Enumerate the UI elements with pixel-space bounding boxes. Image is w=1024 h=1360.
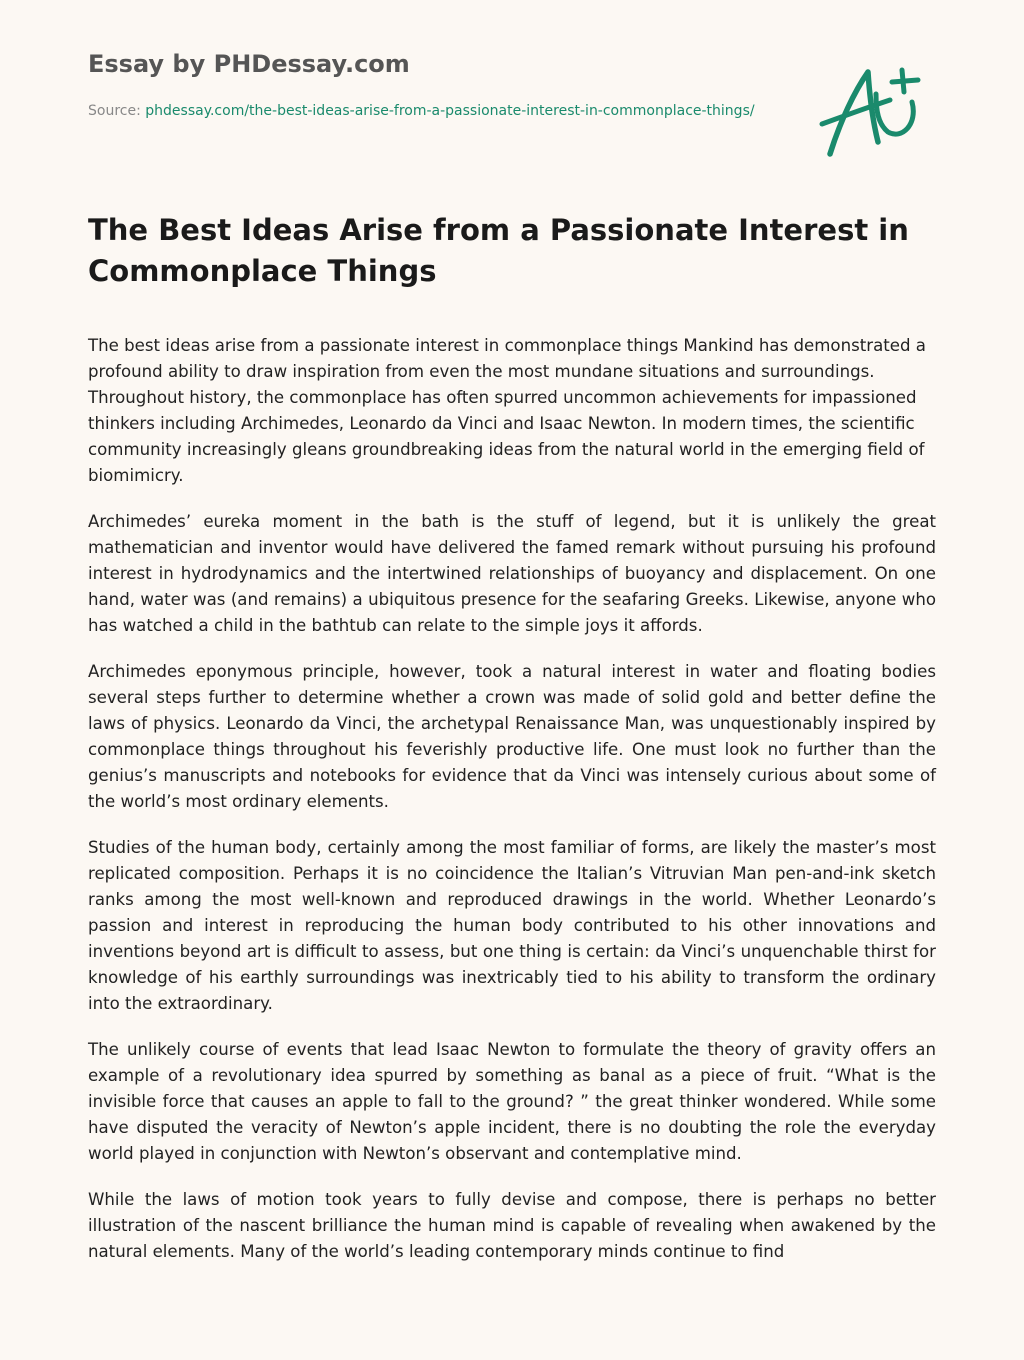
essay-paragraph: While the laws of motion took years to fully devise and compose, there is perhaps no better illustration of the nascent brilliance the human mind is capable of revealing when awakened by the natural elements. Many of the world’s leading contemporary minds continue to find (88, 1190, 936, 1261)
essay-paragraph: The best ideas arise from a passionate interest in commonplace things Mankind has demonstrated a profound ability to draw inspiration from even the most mundane situations and surroundings. Throughout history, the commonplace has often spurred uncommon achievements for impassioned thinkers including Archimedes, Leonardo da Vinci and Isaac Newton. In modern times, the scientific community increasingly gleans groundbreaking ideas from the natural world in the emerging field of biomimicry. (88, 336, 926, 485)
site-brand: Essay by PHDessay.com (88, 50, 410, 78)
essay-paragraph: Archimedes eponymous principle, however, took a natural interest in water and floating bodies several steps further to determine whether a crown was made of solid gold and better define the laws of physics. Leonardo da Vinci, the archetypal Renaissance Man, was unquestionably inspired by commonplace things throughout his feverishly productive life. One must look no further than the genius’s manuscripts and notebooks for evidence that da Vinci was intensely curious about some of the world’s most ordinary elements. (88, 662, 936, 811)
source-line (88, 101, 778, 122)
source-link[interactable]: phdessay.com/the-best-ideas-arise-from-a-passionate-interest-in-commonplace-things/ (145, 103, 755, 119)
essay-title: The Best Ideas Arise from a Passionate Interest in Commonplace Things (88, 213, 909, 288)
essay-paragraph: The unlikely course of events that lead Isaac Newton to formulate the theory of gravity offers an example of a revolutionary idea spurred by something as banal as a piece of fruit. “What is the invisible force that causes an apple to fall to the ground? ” the great thinker wondered. While some have disputed the veracity of Newton’s apple incident, there is no doubting the role the everyday world played in conjunction with Newton’s observant and contemplative mind. (88, 1040, 936, 1163)
essay-body (88, 333, 936, 1285)
a-plus-logo-icon (818, 62, 930, 164)
essay-paragraph: Archimedes’ eureka moment in the bath is the stuff of legend, but it is unlikely the great mathematician and inventor would have delivered the famed remark without pursuing his profound interest in hydrodynamics and the intertwined relationships of buoyancy and displacement. On one hand, water was (and remains) a ubiquitous presence for the seafaring Greeks. Likewise, anyone who has watched a child in the bathtub can relate to the simple joys it affords. (88, 512, 936, 635)
essay-paragraph: Studies of the human body, certainly among the most familiar of forms, are likely the master’s most replicated composition. Perhaps it is no coincidence the Italian’s Vitruvian Man pen-and-ink sketch ranks among the most well-known and reproduced drawings in the world. Whether Leonardo’s passion and interest in reproducing the human body contributed to his other innovations and inventions beyond art is difficult to assess, but one thing is certain: da Vinci’s unquenchable thirst for knowledge of his earthly surroundings was inextricably tied to his ability to transform the ordinary into the extraordinary. (88, 838, 936, 1013)
source-label: Source: (88, 103, 146, 119)
